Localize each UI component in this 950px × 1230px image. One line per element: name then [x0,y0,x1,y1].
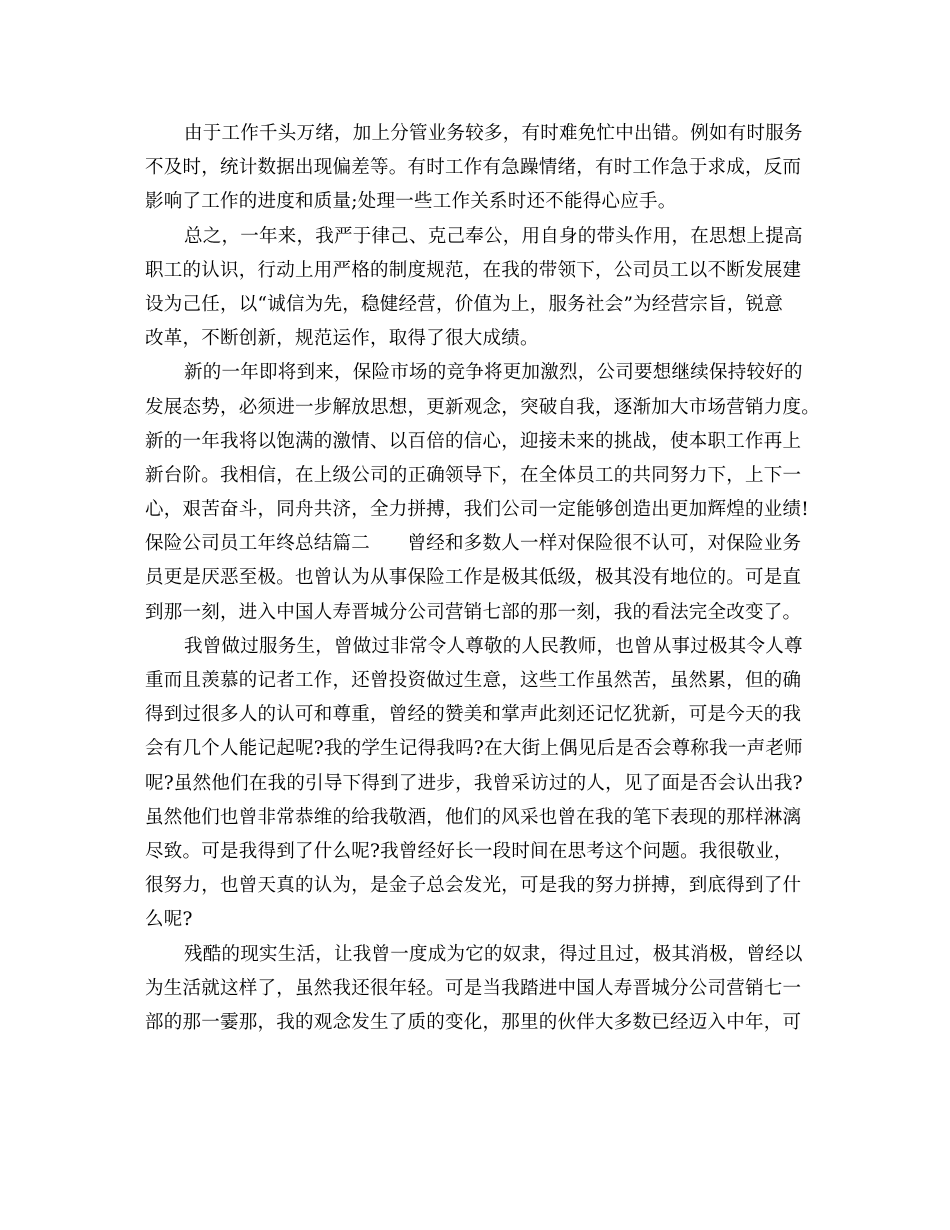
text-line: 发展态势，必须进一步解放思想，更新观念，突破自我，逐渐加大市场营销力度。 [145,396,821,418]
text-line: 尽致。可是我得到了什么呢?我曾经好长一段时间在思考这个问题。我很敬业， [145,840,793,862]
text-line: 重而且羡慕的记者工作，还曾投资做过生意，这些工作虽然苦，虽然累，但的确 [145,670,802,691]
text-line: 改革，不断创新，规范运作，取得了很大成绩。 [145,328,539,350]
text-line: 员更是厌恶至极。也曾认为从事保险工作是极其低级，极其没有地位的。可是直 [145,567,802,589]
text-line: 得到过很多人的认可和尊重，曾经的赞美和掌声此刻还记忆犹新，可是今天的我 [145,704,802,726]
text-line: 保险公司员工年终总结篇二 曾经和多数人一样对保险很不认可，对保险业务 [145,533,802,555]
text-line: 新的一年我将以饱满的激情、以百倍的信心，迎接未来的挑战，使本职工作再上 [145,430,802,452]
text-line: 总之，一年来，我严于律己、克己奉公，用自身的带头作用，在思想上提高 [184,225,803,247]
text-line: 设为己任，以“诚信为先，稳健经营，价值为上，服务社会”为经营宗旨，锐意 [145,293,784,315]
text-line: 职工的认识，行动上用严格的制度规范，在我的带领下，公司员工以不断发展建 [145,259,802,281]
text-line: 为生活就这样了，虽然我还很年轻。可是当我踏进中国人寿晋城分公司营销七一 [145,977,802,999]
text-line: 部的那一霎那，我的观念发生了质的变化，那里的伙伴大多数已经迈入中年，可 [145,1011,802,1033]
text-line: 新台阶。我相信，在上级公司的正确领导下，在全体员工的共同努力下，上下一 [145,464,802,486]
text-line: 影响了工作的进度和质量;处理一些工作关系时还不能得心应手。 [145,191,677,213]
text-line: 到那一刻，进入中国人寿晋城分公司营销七部的那一刻，我的看法完全改变了。 [145,601,802,623]
text-line: 心，艰苦奋斗，同舟共济，全力拼搏，我们公司一定能够创造出更加辉煌的业绩! [145,499,809,521]
text-line: 新的一年即将到来，保险市场的竞争将更加激烈，公司要想继续保持较好的 [184,362,803,384]
text-line: 呢?虽然他们在我的引导下得到了进步，我曾采访过的人，见了面是否会认出我? [145,772,803,794]
text-line: 么呢? [145,909,193,931]
text-line: 残酷的现实生活，让我曾一度成为它的奴隶，得过且过，极其消极，曾经以 [184,943,803,965]
text-line: 不及时，统计数据出现偏差等。有时工作有急躁情绪，有时工作急于求成，反而 [145,157,802,179]
document-body [145,117,821,1040]
text-line: 我曾做过服务生，曾做过非常令人尊敬的人民教师，也曾从事过极其令人尊 [184,635,803,657]
text-line: 虽然他们也曾非常恭维的给我敬酒，他们的风采也曾在我的笔下表现的那样淋漓 [145,806,802,828]
text-line: 会有几个人能记起呢?我的学生记得我吗?在大街上偶见后是否会尊称我一声老师 [145,738,803,760]
text-line: 很努力，也曾天真的认为，是金子总会发光，可是我的努力拼搏，到底得到了什 [145,875,802,897]
text-line: 由于工作千头万绪，加上分管业务较多，有时难免忙中出错。例如有时服务 [184,123,803,144]
